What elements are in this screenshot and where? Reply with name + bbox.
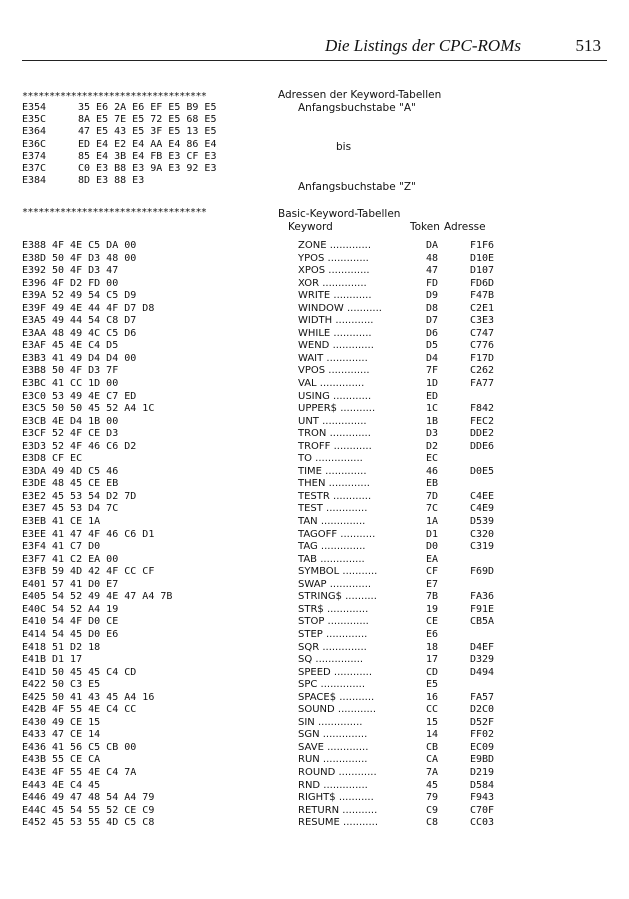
row-keyword: RND .............. xyxy=(298,779,368,791)
row-bytes: 47 E5 43 E5 3F E5 13 E5 xyxy=(78,126,217,138)
row-token: C8 xyxy=(426,817,439,829)
row-token: 47 xyxy=(426,265,439,277)
bis-note: bis xyxy=(336,141,352,153)
row-keyword: VAL .............. xyxy=(298,378,365,390)
row-target-address: F69D xyxy=(470,566,495,578)
row-target-address: F1F6 xyxy=(470,240,495,251)
row-address: E3FB xyxy=(22,566,47,578)
row-token: 16 xyxy=(426,691,439,703)
row-address: E433 xyxy=(22,729,47,741)
row-address: E414 xyxy=(22,628,47,640)
row-bytes: 4E D4 1B 00 xyxy=(52,415,119,427)
row-keyword: SPACE$ ........... xyxy=(298,691,375,703)
address-row xyxy=(22,175,278,187)
row-address: E3DE xyxy=(22,478,47,490)
row-keyword: SPC .............. xyxy=(298,679,366,691)
row-keyword: TROFF ............ xyxy=(298,440,372,452)
row-token: 18 xyxy=(426,641,439,653)
row-bytes: 8D E3 88 E3 xyxy=(78,175,145,187)
row-keyword: UPPER$ ........... xyxy=(298,403,376,415)
running-title: Die Listings der CPC-ROMs xyxy=(325,36,521,55)
row-address: E40C xyxy=(22,603,47,615)
row-token: D2 xyxy=(426,440,439,452)
column-header-token: Token xyxy=(410,221,440,233)
row-bytes: 48 45 CE EB xyxy=(52,478,119,490)
row-address: E41B xyxy=(22,654,47,666)
row-address: E374 xyxy=(22,150,47,162)
row-target-address: C4E9 xyxy=(470,503,495,515)
row-bytes: CF EC xyxy=(52,453,83,465)
row-bytes: 54 4F D0 CE xyxy=(52,616,119,628)
row-bytes: 49 4D C5 46 xyxy=(52,465,119,477)
row-target-address: FF02 xyxy=(470,729,495,741)
row-address: E35C xyxy=(22,114,47,126)
row-bytes: 50 45 45 C4 CD xyxy=(52,666,137,678)
row-keyword: WRITE ............ xyxy=(298,290,372,302)
row-target-address: F17D xyxy=(470,352,495,364)
row-keyword: STOP ............. xyxy=(298,616,369,628)
row-bytes: 53 49 4E C7 ED xyxy=(52,390,137,402)
row-bytes: 54 52 49 4E 47 A4 7B xyxy=(52,591,173,603)
row-bytes: 41 CE 1A xyxy=(52,516,101,528)
row-keyword: VPOS ............. xyxy=(298,365,370,377)
row-target-address: C776 xyxy=(470,340,495,352)
row-keyword: RESUME ........... xyxy=(298,817,379,829)
row-address: E410 xyxy=(22,616,47,628)
row-token: FD xyxy=(426,277,439,289)
row-address: E3E2 xyxy=(22,490,47,502)
row-bytes: 45 53 54 D2 7D xyxy=(52,490,137,502)
row-token: 19 xyxy=(426,603,439,615)
row-keyword: SGN .............. xyxy=(298,729,368,741)
row-token: D0 xyxy=(426,541,439,553)
row-target-address: D107 xyxy=(470,265,495,277)
row-address: E39A xyxy=(22,290,47,302)
row-bytes: 4E C4 45 xyxy=(52,779,101,791)
row-bytes: 49 47 48 54 A4 79 xyxy=(52,792,155,804)
row-address: E39F xyxy=(22,302,47,314)
row-address: E3B3 xyxy=(22,352,47,364)
row-bytes: 59 4D 42 4F CC CF xyxy=(52,566,155,578)
row-address: E418 xyxy=(22,641,47,653)
row-target-address: DDE6 xyxy=(470,440,495,452)
row-keyword: TAG .............. xyxy=(298,541,366,553)
row-keyword: SQ ............... xyxy=(298,654,364,666)
row-target-address: EC09 xyxy=(470,741,495,753)
row-target-address: FEC2 xyxy=(470,415,495,427)
row-token: CF xyxy=(426,566,439,578)
row-keyword: THEN ............. xyxy=(298,478,370,490)
row-token: D8 xyxy=(426,302,439,314)
row-token: D9 xyxy=(426,290,439,302)
row-target-address: FA57 xyxy=(470,691,495,703)
row-address: E43E xyxy=(22,766,47,778)
row-token: 14 xyxy=(426,729,439,741)
row-address: E3CF xyxy=(22,428,47,440)
row-target-address: C320 xyxy=(470,528,495,540)
row-address: E3EE xyxy=(22,528,47,540)
row-bytes: 4F 55 4E C4 7A xyxy=(52,766,137,778)
row-target-address: C319 xyxy=(470,541,495,553)
row-keyword: TAB .............. xyxy=(298,553,365,565)
row-address: E3F7 xyxy=(22,553,47,565)
row-address: E3C0 xyxy=(22,390,47,402)
row-target-address: FA77 xyxy=(470,378,495,390)
row-bytes: 47 CE 14 xyxy=(52,729,101,741)
row-keyword: STRING$ .......... xyxy=(298,591,377,603)
row-bytes: 41 56 C5 CB 00 xyxy=(52,741,137,753)
page-number: 513 xyxy=(575,36,601,55)
row-bytes: 4F D2 FD 00 xyxy=(52,277,119,289)
row-token: CD xyxy=(426,666,439,678)
address-row xyxy=(22,102,278,114)
row-target-address: D2C0 xyxy=(470,704,495,716)
row-target-address: F47B xyxy=(470,290,495,302)
row-bytes: 48 49 4C C5 D6 xyxy=(52,327,137,339)
row-keyword: STR$ ............. xyxy=(298,603,369,615)
row-keyword: WHILE ............ xyxy=(298,327,372,339)
row-address: E452 xyxy=(22,817,47,829)
row-address: E3B8 xyxy=(22,365,47,377)
row-token: 7C xyxy=(426,503,439,515)
row-target-address: E9BD xyxy=(470,754,495,766)
address-row xyxy=(22,163,278,175)
row-address: E3DA xyxy=(22,465,47,477)
row-keyword: STEP ............. xyxy=(298,628,368,640)
row-bytes: 41 C7 D0 xyxy=(52,541,101,553)
row-keyword: TO ............... xyxy=(298,453,363,465)
separator-line: ********************************** xyxy=(22,207,207,218)
row-bytes: 50 50 45 52 A4 1C xyxy=(52,403,155,415)
row-token: 1B xyxy=(426,415,439,427)
row-keyword: WINDOW ........... xyxy=(298,302,382,314)
row-address: E38D xyxy=(22,252,47,264)
row-token: 45 xyxy=(426,779,439,791)
address-table-heading: Adressen der Keyword-Tabellen xyxy=(278,89,442,101)
row-address: E3AF xyxy=(22,340,47,352)
row-bytes: 54 52 A4 19 xyxy=(52,603,119,615)
row-address: E42B xyxy=(22,704,47,716)
row-bytes: 45 54 55 52 CE C9 xyxy=(52,804,155,816)
row-keyword: SQR .............. xyxy=(298,641,367,653)
row-target-address: D584 xyxy=(470,779,495,791)
row-bytes: 50 41 43 45 A4 16 xyxy=(52,691,155,703)
row-token: 17 xyxy=(426,654,439,666)
row-bytes: 52 4F CE D3 xyxy=(52,428,119,440)
row-target-address: F91E xyxy=(470,603,495,615)
row-target-address: C747 xyxy=(470,327,495,339)
address-row xyxy=(22,126,278,138)
row-token: D7 xyxy=(426,315,439,327)
row-address: E41D xyxy=(22,666,47,678)
row-address: E3AA xyxy=(22,327,47,339)
row-token: D1 xyxy=(426,528,439,540)
row-keyword: TIME ............. xyxy=(298,465,367,477)
row-token: 7A xyxy=(426,766,439,778)
row-keyword: TEST ............. xyxy=(298,503,368,515)
row-token: EB xyxy=(426,478,439,490)
header-rule xyxy=(22,60,607,61)
row-target-address: FD6D xyxy=(470,277,495,289)
row-bytes: 55 CE CA xyxy=(52,754,101,766)
row-target-address: D494 xyxy=(470,666,495,678)
row-bytes: 49 CE 15 xyxy=(52,716,101,728)
row-token: 1D xyxy=(426,378,439,390)
row-address: E425 xyxy=(22,691,47,703)
row-bytes: 41 CC 1D 00 xyxy=(52,378,119,390)
row-address: E364 xyxy=(22,126,47,138)
row-token: D3 xyxy=(426,428,439,440)
row-keyword: SIN .............. xyxy=(298,716,363,728)
row-keyword: UNT .............. xyxy=(298,415,367,427)
address-table xyxy=(22,102,278,187)
row-address: E3D3 xyxy=(22,440,47,452)
row-token: D5 xyxy=(426,340,439,352)
separator-line: ********************************** xyxy=(22,91,207,102)
row-bytes: 45 4E C4 D5 xyxy=(52,340,119,352)
row-bytes: 57 41 D0 E7 xyxy=(52,578,119,590)
row-bytes: 50 4F D3 7F xyxy=(52,365,119,377)
row-keyword: RETURN ........... xyxy=(298,804,378,816)
row-keyword: WAIT ............. xyxy=(298,352,368,364)
row-bytes: 52 49 54 C5 D9 xyxy=(52,290,137,302)
row-token: C9 xyxy=(426,804,439,816)
row-target-address: C262 xyxy=(470,365,495,377)
row-bytes: 41 C2 EA 00 xyxy=(52,553,119,565)
row-token: 48 xyxy=(426,252,439,264)
row-keyword: TAGOFF ........... xyxy=(298,528,376,540)
row-target-address: D10E xyxy=(470,252,495,264)
row-bytes: 45 53 55 4D C5 C8 xyxy=(52,817,155,829)
row-address: E443 xyxy=(22,779,47,791)
row-token: EC xyxy=(426,453,439,465)
row-token: 1A xyxy=(426,516,439,528)
row-target-address: C3E3 xyxy=(470,315,495,327)
column-header-address: Adresse xyxy=(444,221,486,233)
row-target-address: D52F xyxy=(470,716,495,728)
address-row xyxy=(22,114,278,126)
row-target-address: DDE2 xyxy=(470,428,495,440)
row-address: E384 xyxy=(22,175,47,187)
row-bytes: 50 4F D3 48 00 xyxy=(52,252,137,264)
row-keyword: SAVE ............. xyxy=(298,741,369,753)
row-keyword: TRON ............. xyxy=(298,428,371,440)
row-token: CC xyxy=(426,704,439,716)
row-keyword: SOUND ............ xyxy=(298,704,377,716)
row-target-address: D4EF xyxy=(470,641,495,653)
row-address: E422 xyxy=(22,679,47,691)
row-keyword: YPOS ............. xyxy=(298,252,369,264)
address-row xyxy=(22,151,278,163)
first-letter-note: Anfangsbuchstabe "A" xyxy=(298,102,416,114)
row-keyword: WIDTH ............ xyxy=(298,315,374,327)
row-address: E3D8 xyxy=(22,453,47,465)
row-address: E3A5 xyxy=(22,315,47,327)
row-address: E405 xyxy=(22,591,47,603)
row-bytes: 4F 55 4E C4 CC xyxy=(52,704,137,716)
row-keyword: TESTR ............ xyxy=(298,490,372,502)
last-letter-note: Anfangsbuchstabe "Z" xyxy=(298,181,416,193)
row-token: ED xyxy=(426,390,439,402)
row-address: E388 xyxy=(22,240,47,251)
row-bytes: C0 E3 B8 E3 9A E3 92 E3 xyxy=(78,162,217,174)
row-bytes: 50 4F D3 47 xyxy=(52,265,119,277)
row-bytes: 52 4F 46 C6 D2 xyxy=(52,440,137,452)
row-bytes: 54 45 D0 E6 xyxy=(52,628,119,640)
row-bytes: D1 17 xyxy=(52,654,83,666)
row-target-address: CB5A xyxy=(470,616,495,628)
row-target-address: C2E1 xyxy=(470,302,495,314)
row-address: E3CB xyxy=(22,415,47,427)
row-token: 79 xyxy=(426,792,439,804)
row-bytes: 50 C3 E5 xyxy=(52,679,101,691)
row-address: E401 xyxy=(22,578,47,590)
page-header xyxy=(0,30,629,60)
row-keyword: SPEED ............ xyxy=(298,666,373,678)
row-token: CA xyxy=(426,754,439,766)
row-address: E3F4 xyxy=(22,541,47,553)
row-token: E5 xyxy=(426,679,439,691)
row-target-address: D219 xyxy=(470,766,495,778)
row-address: E3C5 xyxy=(22,403,47,415)
row-address: E36C xyxy=(22,138,47,150)
row-token: EA xyxy=(426,553,439,565)
row-bytes: 4F 4E C5 DA 00 xyxy=(52,240,137,251)
row-address: E436 xyxy=(22,741,47,753)
row-keyword: XPOS ............. xyxy=(298,265,370,277)
row-target-address: F943 xyxy=(470,792,495,804)
row-bytes: 51 D2 18 xyxy=(52,641,101,653)
row-token: 7F xyxy=(426,365,439,377)
row-keyword: RUN .............. xyxy=(298,754,368,766)
row-keyword: WEND ............. xyxy=(298,340,374,352)
row-bytes: 35 E6 2A E6 EF E5 B9 E5 xyxy=(78,102,217,113)
row-bytes: 8A E5 7E E5 72 E5 68 E5 xyxy=(78,114,217,126)
row-target-address: D0E5 xyxy=(470,465,495,477)
row-bytes: 85 E4 3B E4 FB E3 CF E3 xyxy=(78,150,217,162)
row-target-address: C4EE xyxy=(470,490,495,502)
row-address: E3E7 xyxy=(22,503,47,515)
row-token: CE xyxy=(426,616,439,628)
row-address: E3BC xyxy=(22,378,47,390)
row-keyword: ROUND ............ xyxy=(298,766,377,778)
row-bytes: 45 53 D4 7C xyxy=(52,503,119,515)
row-token: 46 xyxy=(426,465,439,477)
row-keyword: SYMBOL ........... xyxy=(298,566,378,578)
row-token: 7B xyxy=(426,591,439,603)
row-target-address: C70F xyxy=(470,804,495,816)
row-address: E396 xyxy=(22,277,47,289)
row-target-address: D539 xyxy=(470,516,495,528)
row-address: E37C xyxy=(22,162,47,174)
row-keyword: TAN .............. xyxy=(298,516,366,528)
row-target-address: FA36 xyxy=(470,591,495,603)
row-bytes: ED E4 E2 E4 AA E4 86 E4 xyxy=(78,138,217,150)
row-token: DA xyxy=(426,240,439,251)
column-header-keyword: Keyword xyxy=(288,221,333,233)
row-address: E446 xyxy=(22,792,47,804)
row-bytes: 49 44 54 C8 D7 xyxy=(52,315,137,327)
row-keyword: SWAP ............. xyxy=(298,578,372,590)
row-bytes: 41 49 D4 D4 00 xyxy=(52,352,137,364)
row-token: E7 xyxy=(426,578,439,590)
row-address: E392 xyxy=(22,265,47,277)
address-row xyxy=(22,139,278,151)
row-target-address: F842 xyxy=(470,403,495,415)
row-keyword: RIGHT$ ........... xyxy=(298,792,374,804)
row-bytes: 41 47 4F 46 C6 D1 xyxy=(52,528,155,540)
row-token: D6 xyxy=(426,327,439,339)
row-token: E6 xyxy=(426,628,439,640)
row-token: 1C xyxy=(426,403,439,415)
row-address: E3EB xyxy=(22,516,47,528)
row-target-address: D329 xyxy=(470,654,495,666)
row-target-address: CC03 xyxy=(470,817,495,829)
row-keyword: ZONE ............. xyxy=(298,240,372,251)
row-keyword: USING ............ xyxy=(298,390,372,402)
row-token: 7D xyxy=(426,490,439,502)
row-token: 15 xyxy=(426,716,439,728)
row-keyword: XOR .............. xyxy=(298,277,367,289)
row-token: CB xyxy=(426,741,439,753)
row-bytes: 49 4E 44 4F D7 D8 xyxy=(52,302,155,314)
row-address: E430 xyxy=(22,716,47,728)
row-address: E354 xyxy=(22,102,47,113)
row-token: D4 xyxy=(426,352,439,364)
keyword-table-heading: Basic-Keyword-Tabellen xyxy=(278,208,401,220)
row-address: E43B xyxy=(22,754,47,766)
row-address: E44C xyxy=(22,804,47,816)
